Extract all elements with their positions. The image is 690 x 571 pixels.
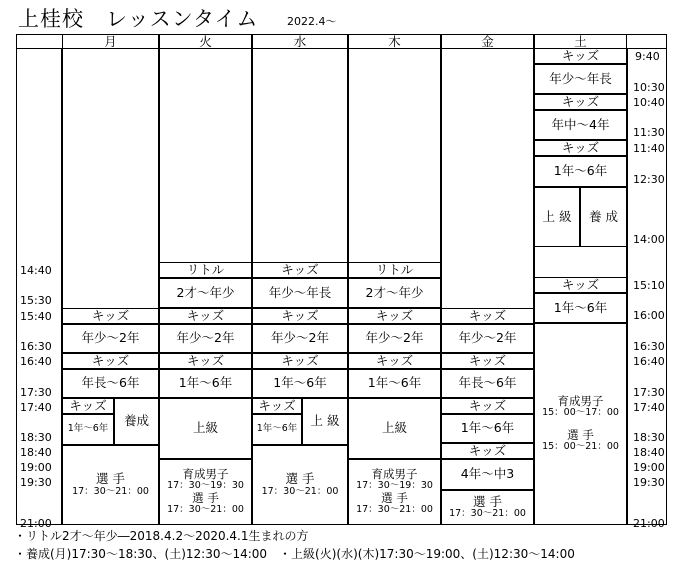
wed-kids: キッズ	[252, 308, 348, 324]
senshu-label: 選 手	[567, 428, 594, 442]
time-label: 10:40	[633, 96, 665, 109]
senshu-label: 選 手	[473, 493, 502, 509]
senshu-time: 17：30～21：00	[261, 485, 339, 497]
time-label: 12:30	[633, 173, 665, 186]
time-label: 14:00	[633, 233, 665, 246]
thu-little: リトル	[348, 262, 441, 278]
time-label: 16:40	[633, 355, 665, 368]
senshu-label: 選 手	[381, 491, 408, 505]
thu-ikusei-senshu	[348, 459, 441, 525]
tue-kids: キッズ	[159, 308, 252, 324]
senshu-time: 17：30～21：00	[449, 508, 526, 520]
sat-yosei: 養 成	[580, 187, 627, 247]
day-header-thu: 木	[388, 34, 401, 49]
fri-nen1-6: 1年～6年	[441, 414, 534, 443]
mon-kids: キッズ	[62, 308, 159, 324]
time-label: 21:00	[633, 517, 665, 530]
mon-senshu	[62, 445, 159, 525]
footnote-1: ・リトル2才～年少―2018.4.2～2020.4.1生まれの方	[14, 529, 309, 543]
thu-nen1-6: 1年～6年	[348, 369, 441, 398]
senshu-label: 選 手	[285, 471, 315, 487]
sat-nencho-4nen: 年中～4年	[534, 110, 627, 140]
wed-kids: キッズ	[252, 353, 348, 369]
time-label: 11:40	[633, 142, 665, 155]
fri-senshu	[441, 490, 534, 525]
tue-little-age: 2才～年少	[159, 278, 252, 308]
tue-little: リトル	[159, 262, 252, 278]
sat-kids: キッズ	[534, 140, 627, 156]
fri-kids: キッズ	[441, 353, 534, 369]
ikusei-label: 育成男子	[371, 466, 418, 481]
time-label: 15:40	[20, 310, 52, 323]
wed-kids: キッズ	[252, 262, 348, 278]
mon-yosei: 養成	[114, 398, 159, 445]
time-label: 19:00	[20, 461, 52, 474]
mon-kids: キッズ	[62, 353, 159, 369]
thu-little-age: 2才～年少	[348, 278, 441, 308]
fri-nencho-6nen: 年長～6年	[441, 369, 534, 398]
wed-nen1-6: 1年～6年	[252, 369, 348, 398]
time-label: 11:30	[633, 126, 665, 139]
senshu-time: 15：00～21：00	[542, 441, 619, 453]
ikusei-time: 17：30～19：30	[356, 480, 433, 492]
wed-shonen-nencho: 年少～年長	[252, 278, 348, 308]
time-label: 18:30	[633, 431, 665, 444]
day-header-mon: 月	[104, 34, 117, 49]
thu-kids: キッズ	[348, 353, 441, 369]
time-label: 16:30	[20, 340, 52, 353]
sat-kids: キッズ	[534, 94, 627, 110]
day-header-wed: 水	[293, 34, 307, 49]
mon-kids-1-6: 1年～6年	[62, 414, 114, 445]
sat-kids: キッズ	[534, 48, 627, 64]
time-label: 9:40	[635, 50, 660, 63]
footnote-2: ・養成(月)17:30～18:30、(土)12:30～14:00 ・上級(火)(水)(木)17:30～19:00、(土)12:30～14:00	[14, 547, 575, 561]
time-label: 17:40	[633, 401, 665, 414]
fri-shonen-2nen: 年少～2年	[441, 324, 534, 353]
tue-shonen-2nen: 年少～2年	[159, 324, 252, 353]
time-label: 15:10	[633, 279, 665, 292]
ikusei-label: 育成男子	[557, 393, 604, 408]
mon-shonen-2nen: 年少～2年	[62, 324, 159, 353]
senshu-time: 17：30～21：00	[167, 504, 244, 516]
tue-jokyu: 上級	[159, 398, 252, 459]
sat-nen1-6: 1年～6年	[534, 156, 627, 187]
fri-kids: キッズ	[441, 308, 534, 324]
sat-ikusei-senshu	[534, 323, 627, 525]
thu-jokyu: 上級	[348, 398, 441, 459]
time-label: 21:00	[20, 517, 52, 530]
wed-senshu	[252, 445, 348, 525]
time-label: 18:40	[20, 446, 52, 459]
day-header-sat: 土	[574, 34, 587, 49]
tue-kids: キッズ	[159, 353, 252, 369]
senshu-time: 17：30～21：00	[72, 485, 149, 497]
time-label: 18:30	[20, 431, 52, 444]
mon-kids: キッズ	[62, 398, 114, 414]
mon-nencho-6nen: 年長～6年	[62, 369, 159, 398]
page-subtitle: 2022.4～	[287, 15, 337, 28]
time-label: 16:40	[20, 355, 52, 368]
ikusei-label: 育成男子	[182, 466, 229, 481]
senshu-time: 17：30～21：00	[356, 504, 433, 516]
wed-shonen-2nen: 年少～2年	[252, 324, 348, 353]
time-label: 19:30	[633, 476, 665, 489]
fri-nen4-chu3: 4年～中3	[441, 459, 534, 490]
time-label: 18:40	[633, 446, 665, 459]
thu-kids: キッズ	[348, 308, 441, 324]
time-label: 17:40	[20, 401, 52, 414]
sat-jokyu: 上 級	[534, 187, 580, 247]
time-label: 16:30	[633, 340, 665, 353]
fri-kids: キッズ	[441, 398, 534, 414]
sat-shonen-nencho: 年少～年長	[534, 64, 627, 94]
tue-ikusei-senshu	[159, 459, 252, 525]
senshu-label: 選 手	[96, 471, 125, 487]
ikusei-time: 17：30～19：30	[167, 480, 244, 492]
time-label: 10:30	[633, 81, 665, 94]
sat-nen1-6: 1年～6年	[534, 293, 627, 323]
ikusei-time: 15：00～17：00	[542, 407, 619, 419]
day-header-tue: 火	[199, 34, 212, 49]
time-label: 19:30	[20, 476, 52, 489]
fri-kids: キッズ	[441, 443, 534, 459]
wed-kids: キッズ	[252, 398, 302, 414]
time-label: 19:00	[633, 461, 665, 474]
wed-jokyu: 上 級	[302, 398, 348, 445]
day-header-fri: 金	[481, 34, 494, 49]
sat-kids: キッズ	[534, 277, 627, 293]
senshu-label: 選 手	[192, 491, 219, 505]
time-label: 15:30	[20, 294, 52, 307]
time-label: 17:30	[633, 386, 665, 399]
wed-kids-1-6: 1年～6年	[252, 414, 302, 445]
thu-shonen-2nen: 年少～2年	[348, 324, 441, 353]
time-label: 14:40	[20, 264, 52, 277]
page-title: 上桂校 レッスンタイム	[18, 7, 259, 31]
time-label: 17:30	[20, 386, 52, 399]
tue-nen1-6: 1年～6年	[159, 369, 252, 398]
time-label: 16:00	[633, 309, 665, 322]
